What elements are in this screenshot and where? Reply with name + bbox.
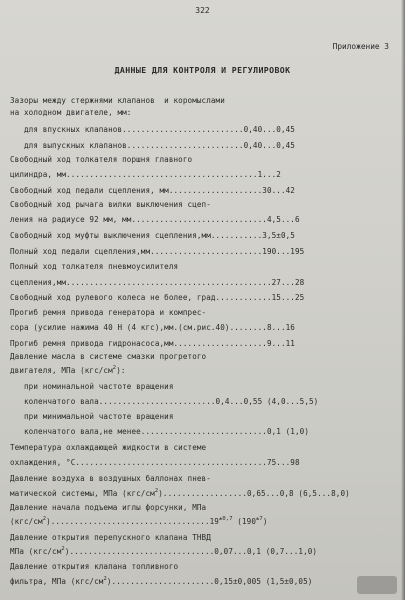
text-line: Свободный ход толкателя поршня главного	[10, 155, 193, 164]
text-line: Свободный ход педали сцепления, мм....................30...42	[10, 186, 295, 195]
appendix-label: Приложение 3	[332, 42, 389, 51]
watermark-stamp	[357, 576, 397, 594]
text-line: сцепления,мм............................................27...28	[10, 278, 305, 287]
text-line: сора (усилие нажима 40 Н (4 кгс),мм.(см.рис.40)........8...16	[10, 323, 295, 332]
text-line: МПа $(кгс/см^2)...............................0,07...0,1$ (0,7...1,0)	[10, 546, 318, 556]
text-line: Свободный ход рулевого колеса не более, град............15...25	[10, 293, 305, 302]
text-line: Давление открытия клапана топливного	[10, 562, 179, 571]
text-line: цилиндра, мм.........................................1...2	[10, 170, 281, 179]
page-edge-shadow	[401, 0, 405, 600]
text-line: Свободный ход рычага вилки выключения сцеп-	[10, 200, 211, 209]
text-line: Зазоры между стержнями клапанов и коромыслами	[10, 96, 225, 105]
text-line: Давление воздуха в воздушных баллонах пнев-	[10, 474, 211, 483]
text-line: Давление открытия перепускного клапана ТНВД	[10, 533, 211, 542]
text-line: фильтра, МПа $(кгс/см^2)......................0,15\pm 0,005$ (1,5±0,05)	[10, 576, 313, 586]
text-line: охлаждения, °С.........................................75...98	[10, 458, 300, 467]
text-line: при минимальной частоте вращения	[10, 412, 174, 421]
text-line: Полный ход толкателя пневмоусилителя	[10, 262, 179, 271]
text-line: матической системы, МПа $(кгс/см^2)..................0,65...0,8$ (6,5...8,0)	[10, 488, 350, 498]
text-line: для впускных клапанов..........................0,40...0,45	[10, 125, 295, 134]
page-number: 322	[195, 6, 210, 15]
text-line: Давление начала подъема иглы форсунки, МПа	[10, 503, 207, 512]
text-line: при номинальной частоте вращения	[10, 382, 174, 391]
text-line: на холодном двигателе, мм:	[10, 108, 132, 117]
text-line: двигателя, МПа $(кгс/см^2)$:	[10, 365, 126, 375]
text-line: Свободный ход муфты выключения сцепления,мм...........3,5±0,5	[10, 231, 295, 240]
text-line: ления на радиусе 92 мм, мм.............................4,5...6	[10, 215, 300, 224]
text-line: Прогиб ремня привода гидронасоса,мм....................9...11	[10, 339, 295, 348]
document-title: ДАННЫЕ ДЛЯ КОНТРОЛЯ И РЕГУЛИРОВОК	[114, 65, 291, 75]
text-line: Полный ход педали сцепления,мм........................190...195	[10, 247, 305, 256]
text-line: коленчатого вала,не менее...........................0,1 (1,0)	[10, 427, 309, 436]
text-line: для выпускных клапанов.........................0,40...0,45	[10, 141, 295, 150]
text-line: $(кгс/см^2)..................................19^{\pm 0,7}$ $(190^{\pm 7})$	[10, 516, 268, 526]
text-line: Температура охлаждающей жидкости в системе	[10, 443, 207, 452]
text-line: Прогиб ремня привода генератора и компрес-	[10, 308, 207, 317]
text-line: коленчатого вала.........................0,4...0,55 (4,0...5,5)	[10, 397, 319, 406]
text-line: Давление масла в системе смазки прогретого	[10, 352, 207, 361]
